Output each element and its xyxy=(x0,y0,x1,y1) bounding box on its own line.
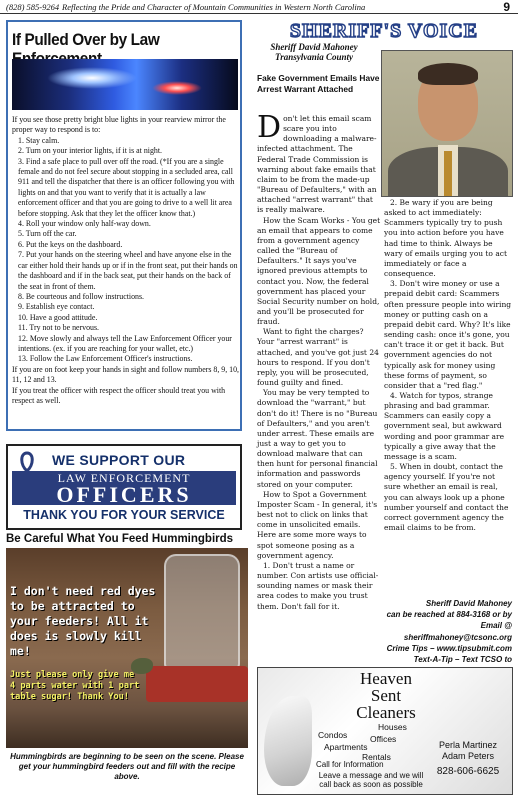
page-header xyxy=(0,0,518,14)
step-1: 1. Stay calm. xyxy=(18,135,60,145)
sheriff-contact xyxy=(384,598,512,676)
service-houses: Houses xyxy=(378,722,407,732)
pulled-over-intro: If you see those pretty bright blue lights in your rearview mirror the proper way to respond is to: xyxy=(12,115,226,135)
step-6: 6. Put the keys on the dashboard. xyxy=(18,239,123,249)
step-2: 2. Turn on your interior lights, if it is at night. xyxy=(18,146,163,156)
ad-title: Heaven Sent Cleaners xyxy=(356,669,416,722)
pulled-over-title: If Pulled Over by Law xyxy=(12,31,160,49)
service-rentals: Rentals xyxy=(362,752,391,762)
step-12: 12. Move slowly and always tell the Law Enforcement Officer your intentions. (ex. if you are reaching for your wallet, etc.) xyxy=(18,333,232,353)
sheriff-county: Transylvania County xyxy=(275,52,353,62)
police-lights-image xyxy=(12,59,238,110)
hummingbird-caption: Hummingbirds are beginning to be seen on the scene. Please get your hummingbird feeders out and fill with the recipe above. xyxy=(10,752,244,781)
support-officers-banner xyxy=(6,444,242,530)
pulled-over-closing: If you treat the officer with respect the officer should treat you with respect as well. xyxy=(12,385,226,405)
header-tagline: Reflecting the Pride and Character of Mountain Communities in Western North Carolina xyxy=(62,2,366,12)
ad-contacts: Perla Martinez Adam Peters xyxy=(438,740,498,761)
pulled-over-foot-note: If you are on foot keep your hands in sight and follow numbers 8, 9, 10, 11, 12 and 13. xyxy=(12,364,240,385)
support-line-3: OFFICERS xyxy=(56,482,192,507)
ad-phone: 828-606-6625 xyxy=(436,766,500,777)
sheriff-portrait xyxy=(381,50,513,197)
article-p8: 3. Don't wire money or use a prepaid debit card: Scammers often pressure people into wiring money or putting cash on a prepaid debit card. Why? It's like sending cash: once it's gone, you can't trace it or get it back. But government agencies do not typically ask for money using these forms of payment, so consider that a "red flag." xyxy=(384,279,512,390)
article-p4: You may be very tempted to download the "warrant," but don't do it! There is no "Bureau of Defaulters," and you aren't under arrest. These emails are just a way to get you to download malware that can then hunt for personal financial information and passwords stored on your computer. xyxy=(257,388,378,489)
service-offices: Offices xyxy=(370,734,397,744)
support-line-2: LAW ENFORCEMENT xyxy=(57,471,191,485)
step-3: 3. Find a safe place to pull over off the road. (*If you are a single female and do not feel secure about stopping in a secluded area, call 911 and tell the dispatcher that there is an officer following you with lights on and that you want to verify that it is actually a law enforcement officer and that you are going to drive to a well lit area before stopping. Ask that they let the officer know that.) xyxy=(18,156,235,218)
article-p1: Don't let this email scam scare you into downloading a malware-infected attachment. The Federal Trade Commission is warning about fake emails that claim to be from the made-up "Bureau of Defaulters," with an attached "arrest warrant" that is really malware. xyxy=(257,110,377,215)
ad-leave-message: Leave a message and we will call back as soon as possible xyxy=(318,771,424,789)
service-condos: Condos xyxy=(318,730,348,740)
step-11: 11. Try not to be nervous. xyxy=(18,323,100,333)
step-7: 7. Put your hands on the steering wheel and have anyone else in the car either hold their hands up or if in the front seat, put their hands on the dashboard and if in the back seat, put their hands on the back of the seat in front of them. xyxy=(18,250,238,291)
pulled-over-body xyxy=(12,115,240,406)
support-line-4: THANK YOU FOR YOUR SERVICE xyxy=(23,508,225,522)
sheriff-article-col-2 xyxy=(384,198,512,533)
step-10: 10. Have a good attitude. xyxy=(18,312,98,322)
step-13: 13. Follow the Law Enforcement Officer's instructions. xyxy=(18,354,193,364)
step-4: 4. Roll your window only half-way down. xyxy=(18,219,151,229)
sheriff-author: Sheriff David Mahoney xyxy=(270,42,358,52)
sig-tips: Crime Tips – www.tipsubmit.com xyxy=(386,643,512,653)
step-9: 9. Establish eye contact. xyxy=(18,302,95,312)
sheriff-article-col-1 xyxy=(257,110,381,612)
article-p5: How to Spot a Government Imposter Scam - In general, it's best not to click on links that come in unsolicited emails. Here are some more ways to spot someone posing as a government agency. xyxy=(257,489,378,560)
support-line-1: WE SUPPORT OUR xyxy=(52,452,186,468)
pulled-over-article xyxy=(6,20,242,431)
dropcap: D xyxy=(257,110,282,145)
article-p3: Want to fight the charges? Your "arrest warrant" is attached, and you've got just 24 hours to respond. If you don't reply, you will be prosecuted, found guilty and fined. xyxy=(257,327,379,388)
hummingbird-title: Be Careful What You Feed Hummingbirds xyxy=(6,533,234,545)
article-p9: 4. Watch for typos, strange phrasing and bad grammar. Scammers can easily copy a government seal, but awkward wording and poor grammar are typically a give away that the message is a scam. xyxy=(384,390,505,461)
step-8: 8. Be courteous and follow instructions. xyxy=(18,291,145,301)
sheriff-headline: Fake Government Emails Have Arrest Warrant Attached xyxy=(257,73,380,94)
hummingbird-photo xyxy=(6,548,248,748)
sig-phone: can be reached at 884-3168 or by xyxy=(386,610,512,620)
sig-email: Email @ sheriffmahoney@tcsonc.org xyxy=(403,621,512,642)
header-phone: (828) 585-9264 xyxy=(6,2,60,12)
sig-name: Sheriff David Mahoney xyxy=(425,599,512,608)
photo-text-2: Just please only give me 4 parts water with 1 part table sugar! Thank You! xyxy=(10,670,140,702)
step-5: 5. Turn off the car. xyxy=(18,229,77,239)
feeder-bottle xyxy=(164,554,240,670)
article-p6: 1. Don't trust a name or number. Con artists use official-sounding names or mask their area codes to make you trust them. Don't fall for it. xyxy=(257,560,379,611)
feeder-tray xyxy=(146,666,248,702)
page-number: 9 xyxy=(503,0,510,14)
article-p2: How the Scam Works - You get an email that appears to come from a government agency called the "Bureau of Defaulters." It says you've ignored previous attempts to contact you. Now, the federal government has placed your Social Security number on hold, and you'll be prosecuted for fraud. xyxy=(257,215,381,327)
sig-text: Text-A-Tip – Text TCSO to xyxy=(413,655,512,665)
sheriff-column-title: SHERIFF'S VOICE xyxy=(289,20,479,42)
service-apartments: Apartments xyxy=(324,742,368,752)
article-p10: 5. When in doubt, contact the agency yourself. If you're not sure whether an email is real, you can always look up a phone number yourself and contact the correct government agency the email claims to be from. xyxy=(384,462,509,532)
ad-call: Call for Information xyxy=(316,760,384,769)
article-p7: 2. Be wary if you are being asked to act immediately: Scammers typically try to push you into action before you have had time to think. Always be wary of emails urging you to act immediately or face a consequence. xyxy=(384,198,508,279)
photo-text-1: I don't need red dyes to be attracted to your feeders! All it does is slowly kill me! xyxy=(10,584,156,658)
heaven-sent-cleaners-ad xyxy=(257,667,513,795)
